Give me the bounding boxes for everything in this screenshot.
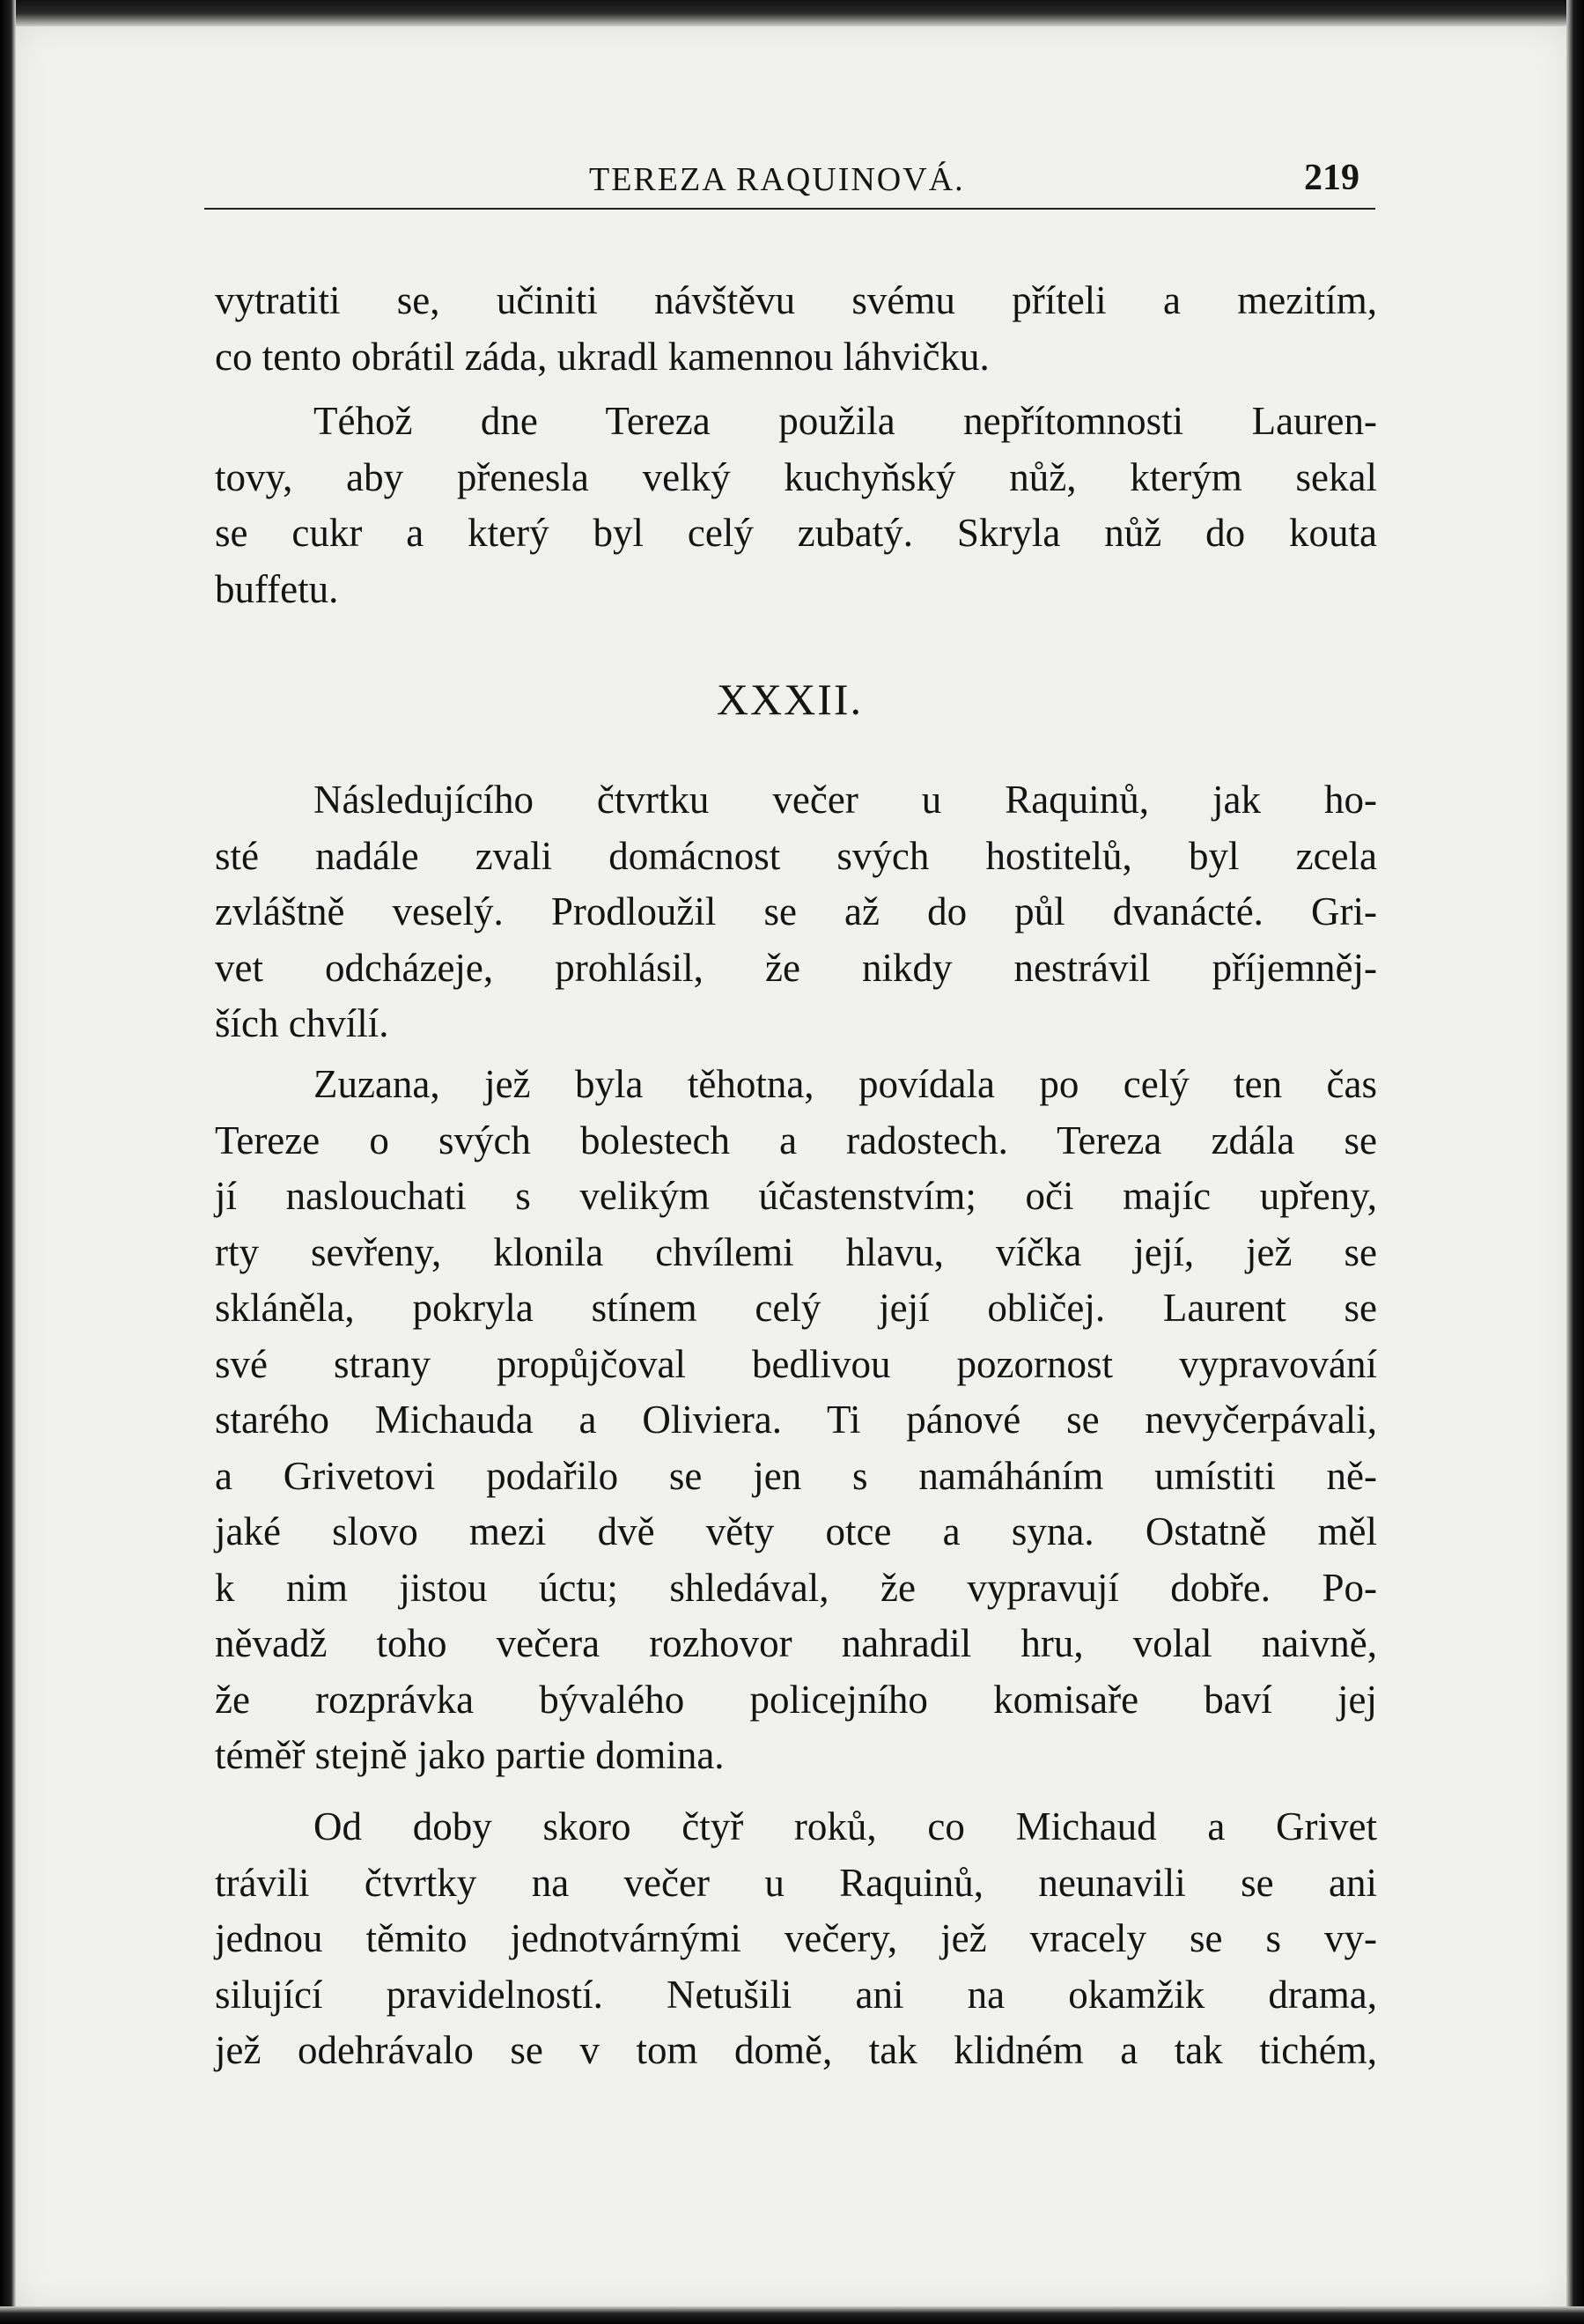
text-line: téměř stejně jako partie domina. — [215, 1733, 725, 1777]
paragraph-1 — [215, 273, 1377, 385]
text-line: tovy, aby přenesla velký kuchyňský nůž, kterým sekal — [215, 454, 1377, 499]
text-line: rty sevřeny, klonila chvílemi hlavu, víčka její, jež se — [215, 1229, 1377, 1274]
text-line: něvadž toho večera rozhovor nahradil hru, volal naivně, — [215, 1621, 1377, 1665]
text-line: skláněla, pokryla stínem celý její obličej. Laurent se — [215, 1286, 1377, 1330]
text-line: Zuzana, jež byla těhotna, povídala po celý ten čas — [313, 1062, 1377, 1106]
text-line: buffetu. — [215, 566, 339, 611]
paragraph-4 — [215, 1057, 1377, 1784]
scan-top-edge — [0, 0, 1584, 26]
scan-bottom-edge — [0, 2306, 1584, 2324]
text-line: silující pravidelností. Netušili ani na okamžik drama, — [215, 1972, 1377, 2017]
text-line: Následujícího čtvrtku večer u Raquinů, jak ho- — [313, 778, 1377, 822]
text-line: zvláštně veselý. Prodloužil se až do půl dvanácté. Gri- — [215, 889, 1377, 933]
text-line: se cukr a který byl celý zubatý. Skryla nůž do kouta — [215, 511, 1377, 555]
text-line: Tereze o svých bolestech a radostech. Tereza zdála se — [215, 1118, 1377, 1162]
text-line: jaké slovo mezi dvě věty otce a syna. Ostatně měl — [215, 1509, 1377, 1553]
text-line: jež odehrávalo se v tom domě, tak klidném a tak tichém, — [215, 2028, 1377, 2072]
page-number: 219 — [1304, 158, 1359, 198]
header-rule — [204, 208, 1375, 210]
text-line: vytratiti se, učiniti návštěvu svému příteli a mezitím, — [215, 278, 1377, 322]
paragraph-5 — [215, 1799, 1377, 2079]
chapter-heading: XXXII. — [716, 675, 864, 724]
text-line: Téhož dne Tereza použila nepřítomnosti Lauren- — [313, 399, 1377, 443]
text-line: trávili čtvrtky na večer u Raquinů, neunavili se ani — [215, 1860, 1377, 1905]
text-line: starého Michauda a Oliviera. Ti pánové se nevyčerpávali, — [215, 1398, 1377, 1442]
paragraph-3 — [215, 772, 1377, 1052]
scan-right-edge — [1566, 0, 1584, 2324]
text-line: sté nadále zvali domácnost svých hostitelů, byl zcela — [215, 833, 1377, 878]
text-line: k nim jistou úctu; shledával, že vypravují dobře. Po- — [215, 1565, 1377, 1610]
text-line: že rozprávka bývalého policejního komisaře baví jej — [215, 1677, 1377, 1722]
text-line: jí naslouchati s velikým účastenstvím; oči majíc upřeny, — [215, 1174, 1377, 1218]
text-line: Od doby skoro čtyř roků, co Michaud a Grivet — [313, 1804, 1377, 1848]
running-header — [204, 157, 1375, 206]
text-line: své strany propůjčoval bedlivou pozornost vypravování — [215, 1341, 1377, 1386]
text-line: a Grivetovi podařilo se jen s namáháním umístiti ně- — [215, 1453, 1377, 1498]
text-line: vet odcházeje, prohlásil, že nikdy nestrávil příjemněj- — [215, 945, 1377, 990]
scan-left-edge — [0, 0, 16, 2324]
text-line: co tento obrátil záda, ukradl kamennou láhvičku. — [215, 334, 990, 379]
text-line: ších chvílí. — [215, 1001, 389, 1045]
running-title: TEREZA RAQUINOVÁ. — [589, 161, 965, 198]
text-line: jednou těmito jednotvárnými večery, jež vracely se s vy- — [215, 1916, 1377, 1960]
paragraph-2 — [215, 394, 1377, 617]
